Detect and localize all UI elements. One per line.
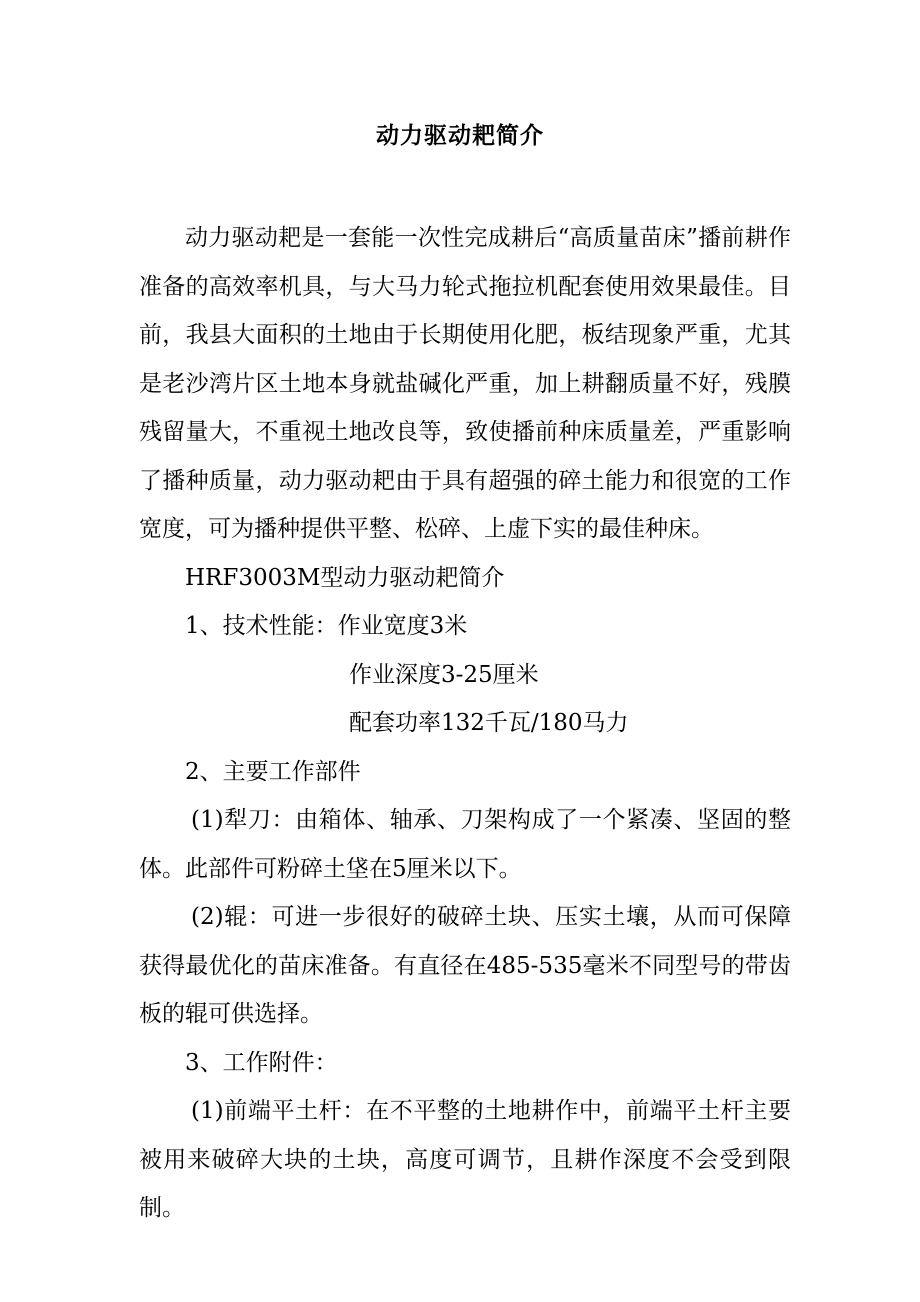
intro-paragraph: 动力驱动耙是一套能一次性完成耕后“高质量苗床”播前耕作准备的高效率机具，与大马力轮式拖拉机配套使用效果最佳。目前，我县大面积的土地由于长期使用化肥，板结现象严重，尤其是老沙湾片区土地本身就盐碱化严重，加上耕翻质量不好，残膜残留量大，不重视土地改良等，致使播前种床质量差，严重影响了播种质量，动力驱动耙由于具有超强的碎土能力和很宽的工作宽度，可为播种提供平整、松碎、上虚下实的最佳种床。 — [139, 225, 791, 542]
section1-label: 1、技术性能：作业宽度3米 — [185, 613, 468, 639]
section3-label: 3、工作附件： — [185, 1049, 338, 1076]
section3-item1: (1)前端平土杆：在不平整的土地耕作中，前端平土杆主要被用来破碎大块的土块，高度可调节，且耕作深度不会受到限制。 — [139, 1098, 791, 1221]
section2-item1: (1)犁刀：由箱体、轴承、刀架构成了一个紧凑、坚固的整体。此部件可粉碎土垡在5厘米以下。 — [139, 807, 791, 882]
section2-label: 2、主要工作部件 — [185, 758, 361, 785]
document-title: 动力驱动耙简介 — [376, 122, 544, 149]
section1-power: 配套功率132千瓦/180马力 — [349, 710, 629, 736]
model-heading: HRF3003M型动力驱动耙简介 — [185, 564, 505, 591]
section1-depth: 作业深度3-25厘米 — [349, 661, 539, 688]
section2-item2: (2)辊：可进一步很好的破碎土块、压实土壤，从而可保障获得最优化的苗床准备。有直径在485-535毫米不同型号的带齿板的辊可供选择。 — [139, 904, 791, 1027]
document-body — [139, 214, 791, 1233]
